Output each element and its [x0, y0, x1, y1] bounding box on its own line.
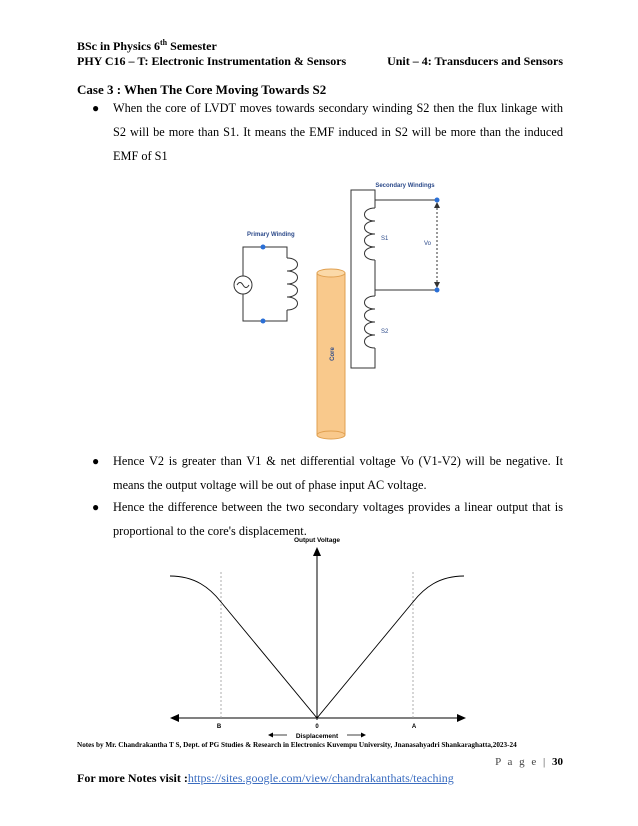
- tick-a: A: [411, 724, 417, 730]
- secondary-windings-label: Secondary Windings: [375, 183, 435, 189]
- s1-coil: [365, 208, 376, 260]
- paragraph-2: Hence V2 is greater than V1 & net differential voltage Vo (V1-V2) will be negative. It means the output voltage will be out of phase input AC voltage.: [113, 454, 563, 492]
- tick-0: 0: [315, 724, 319, 730]
- paragraph-1: When the core of LVDT moves towards secondary winding S2 then the flux linkage with S2 will be more than S1. It means the EMF induced in S2 will be more than the induced EMF of S1: [113, 101, 563, 163]
- s2-label: S2: [381, 329, 389, 335]
- bullet-icon: ●: [92, 500, 100, 514]
- core-label: Core: [330, 347, 336, 361]
- x-axis-label: Displacement: [295, 733, 339, 740]
- s2-coil: [365, 296, 376, 348]
- graph-title: Output Voltage: [293, 537, 341, 544]
- paragraph-3: Hence the difference between the two secondary voltages provides a linear output that is proportional to the core's displacement.: [113, 500, 563, 538]
- header-course: PHY C16 – T: Electronic Instrumentation & Sensors: [77, 54, 347, 68]
- vo-label: Vo: [424, 241, 432, 247]
- footer-credit: Notes by Mr. Chandrakantha T S, Dept. of PG Studies & Research in Electronics Kuvempu University, Jnanasahyadri Shankaraghatta,2023-24: [77, 741, 517, 749]
- lvdt-diagram: [225, 178, 445, 440]
- notes-link[interactable]: https://sites.google.com/view/chandrakanthats/teaching: [187, 771, 454, 785]
- primary-winding-label: Primary Winding: [247, 232, 295, 238]
- s1-label: S1: [381, 236, 389, 242]
- tick-b: B: [216, 724, 222, 730]
- page-number: P a g e | 30: [495, 756, 563, 768]
- bullet-icon: ●: [92, 101, 100, 115]
- primary-coil: [287, 258, 298, 310]
- primary-circuit: [234, 247, 298, 321]
- more-notes: For more Notes visit :https://sites.google.com/view/chandrakanthats/teaching: [77, 771, 454, 785]
- output-voltage-graph: [165, 532, 475, 742]
- primary-terminal-bottom: [261, 319, 266, 324]
- header-unit: Unit – 4: Transducers and Sensors: [387, 54, 563, 68]
- header-semester: BSc in Physics 6th Semester: [77, 38, 217, 53]
- secondary-terminal-bottom: [435, 288, 440, 293]
- bullet-icon: ●: [92, 454, 100, 468]
- section-title: Case 3 : When The Core Moving Towards S2: [77, 82, 327, 97]
- primary-terminal-top: [261, 245, 266, 250]
- secondary-terminal-top: [435, 198, 440, 203]
- secondary-circuit: [351, 190, 437, 368]
